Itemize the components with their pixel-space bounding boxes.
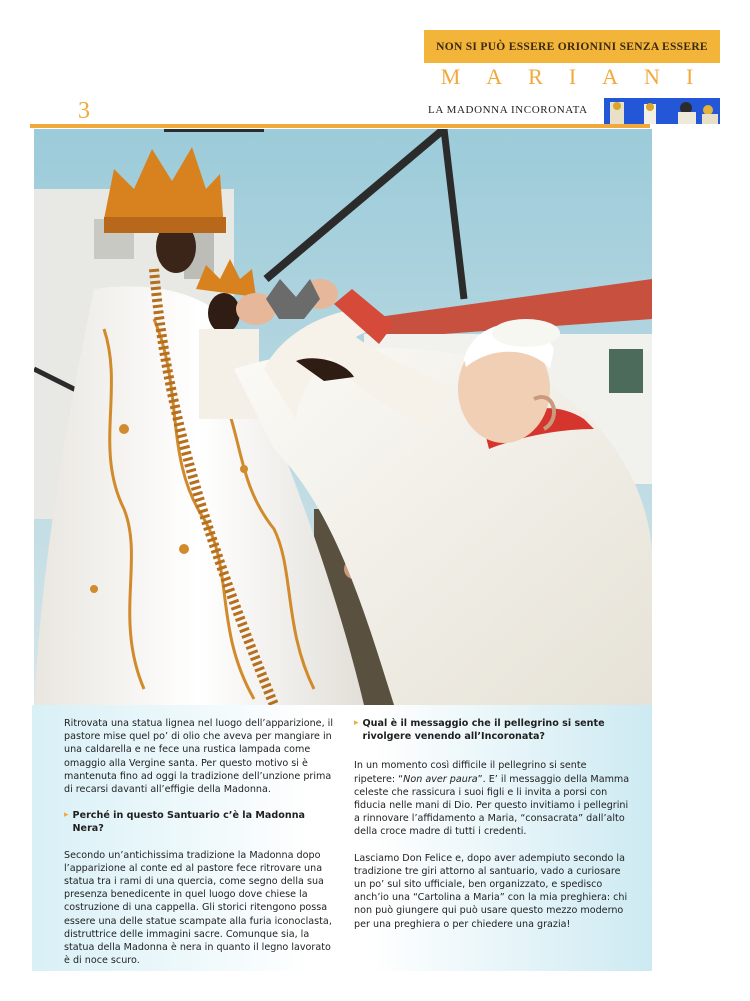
left-column: [64, 717, 334, 980]
banner-text: NON SI PUÒ ESSERE ORIONINI SENZA ESSERE: [436, 40, 708, 53]
question-text: Qual è il messaggio che il pellegrino si sente rivolgere venendo all’Incoronata?: [362, 718, 605, 743]
main-photo: [34, 129, 652, 705]
question-black-madonna: [64, 809, 334, 835]
paragraph-cartolina: Lasciamo Don Felice e, dopo aver adempiuto secondo la tradizione tre giri attorno al santuario, vado a curiosare un po’ sul sito ufficiale, ben organizzato, e spedisco anch’io una “Cartolina a Maria” con la mia preghiera: chi non può giungere qui può usare questo mezzo moderno per una preghiera o per chiedere una grazia!: [354, 852, 628, 930]
question-message: [354, 717, 630, 743]
coronation-photo-illustration: [34, 129, 652, 705]
header-thumbnail: [604, 98, 720, 124]
article-text-panel: [32, 705, 652, 971]
paragraph-tradition: Secondo un’antichissima tradizione la Madonna dopo l’apparizione al conte ed al pastore fece ritrovare una statua tra i rami di una quercia, come segno della sua presenza benedicente in quel luogo dove chiese la costruzione di una cappella. Gli storici ritengono possa essere una delle statue scampate alla furia iconoclasta, distruttrice delle immagini sacre. Comunque sia, la statua della Madonna è nera in quanto il legno lavorato è di noce scuro.: [64, 849, 332, 967]
page-number: 3: [78, 98, 90, 124]
paragraph-message-start: In un momento così difficile il pellegrino si sente ripetere: “: [354, 760, 587, 785]
question-text: Perché in questo Santuario c’è la Madonna Nera?: [72, 810, 306, 835]
paragraph-statue: Ritrovata una statua lignea nel luogo dell’apparizione, il pastore mise quel po’ di olio che aveva per mangiare in una caldarella e ne fece una rustica lampada come omaggio alla Vergine santa. Per questo motivo si è mantenuta fino ad oggi la tradizione dell’unzione prima di recarsi davanti all’effigie della Madonna.: [64, 718, 333, 796]
paragraph-message: [354, 759, 630, 838]
section-subtitle: LA MADONNA INCORONATA: [428, 104, 588, 116]
right-column: [354, 717, 630, 944]
paragraph-message-rest: ”. E’ il messaggio della Mamma celeste che rassicura i suoi figli e li invita a porsi con fiducia nelle mani di Dio. Per questo invitiamo i pellegrini a rinnovare l’affidamento a Maria, “consacrata” dall’alto della croce madre di tutti i credenti.: [354, 773, 630, 838]
bullet-arrow-icon: ▸: [64, 810, 69, 821]
header-rule: [30, 124, 650, 128]
thumbnail-illustration: [604, 98, 720, 124]
brand-title: MARIANI: [440, 64, 720, 89]
quote-non-aver-paura: Non aver paura: [403, 773, 478, 785]
top-banner: [424, 30, 720, 63]
bullet-arrow-icon: ▸: [354, 718, 359, 728]
